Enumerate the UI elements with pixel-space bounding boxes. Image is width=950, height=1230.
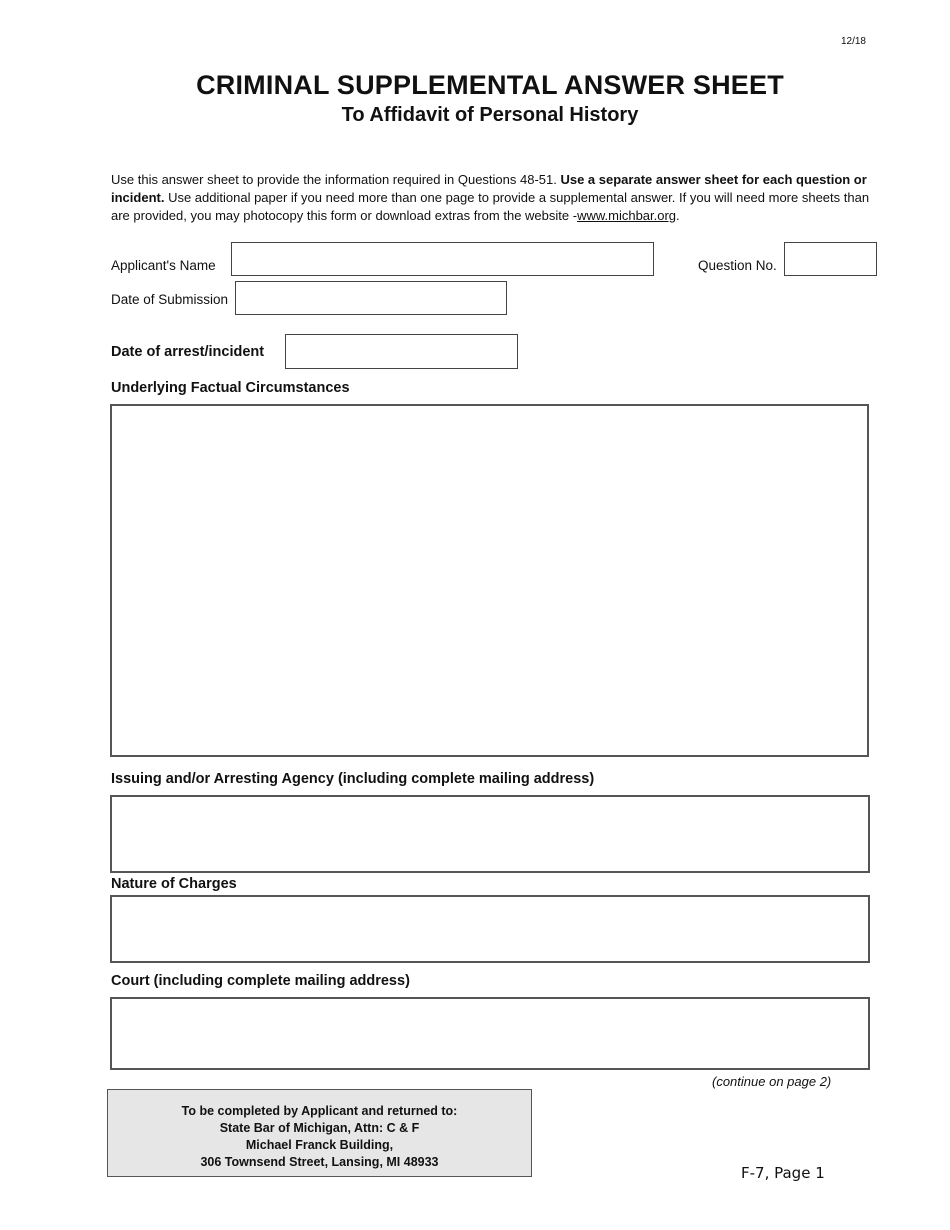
- instructions-text-2: Use additional paper if you need more than one page to provide a supplemental answer. If you will need more sheets than are provided, you may photocopy this form or download extras from the website -: [111, 190, 870, 223]
- instructions-text-end: .: [676, 208, 680, 223]
- return-street-address: 306 Townsend Street, Lansing, MI 48933: [200, 1155, 439, 1169]
- nature-of-charges-label: Nature of Charges: [111, 876, 237, 892]
- court-field[interactable]: [110, 997, 870, 1070]
- date-submission-label: Date of Submission: [111, 292, 229, 307]
- date-arrest-label: Date of arrest/incident: [111, 344, 265, 360]
- michbar-website-link[interactable]: www.michbar.org: [577, 208, 677, 223]
- return-address-box: [107, 1089, 532, 1177]
- form-revision-date: 12/18: [840, 36, 866, 47]
- question-no-field[interactable]: [784, 242, 877, 276]
- return-building: Michael Franck Building,: [245, 1138, 394, 1152]
- instructions-bold-text: Use a separate answer sheet for each question or incident.: [111, 172, 867, 205]
- nature-of-charges-field[interactable]: [110, 895, 870, 963]
- page-number: F-7, Page 1: [741, 1164, 825, 1182]
- applicant-name-label: Applicant's Name: [111, 258, 216, 273]
- date-arrest-field[interactable]: [285, 334, 518, 369]
- factual-circumstances-label: Underlying Factual Circumstances: [111, 380, 350, 396]
- instructions-text-1: Use this answer sheet to provide the information required in Questions 48-51.: [111, 172, 561, 187]
- court-label: Court (including complete mailing address): [111, 973, 410, 989]
- factual-circumstances-field[interactable]: [110, 404, 869, 757]
- date-submission-field[interactable]: [235, 281, 507, 315]
- page-title: CRIMINAL SUPPLEMENTAL ANSWER SHEET: [196, 70, 784, 100]
- return-instruction: To be completed by Applicant and returned to:: [181, 1104, 458, 1118]
- continue-note: (continue on page 2): [712, 1074, 832, 1089]
- applicant-name-field[interactable]: [231, 242, 654, 276]
- page-subtitle: To Affidavit of Personal History: [341, 104, 639, 126]
- return-organization: State Bar of Michigan, Attn: C & F: [219, 1121, 420, 1135]
- question-no-label: Question No.: [698, 258, 777, 273]
- arresting-agency-label: Issuing and/or Arresting Agency (including complete mailing address): [111, 771, 595, 787]
- instructions-paragraph: [111, 171, 871, 225]
- arresting-agency-field[interactable]: [110, 795, 870, 873]
